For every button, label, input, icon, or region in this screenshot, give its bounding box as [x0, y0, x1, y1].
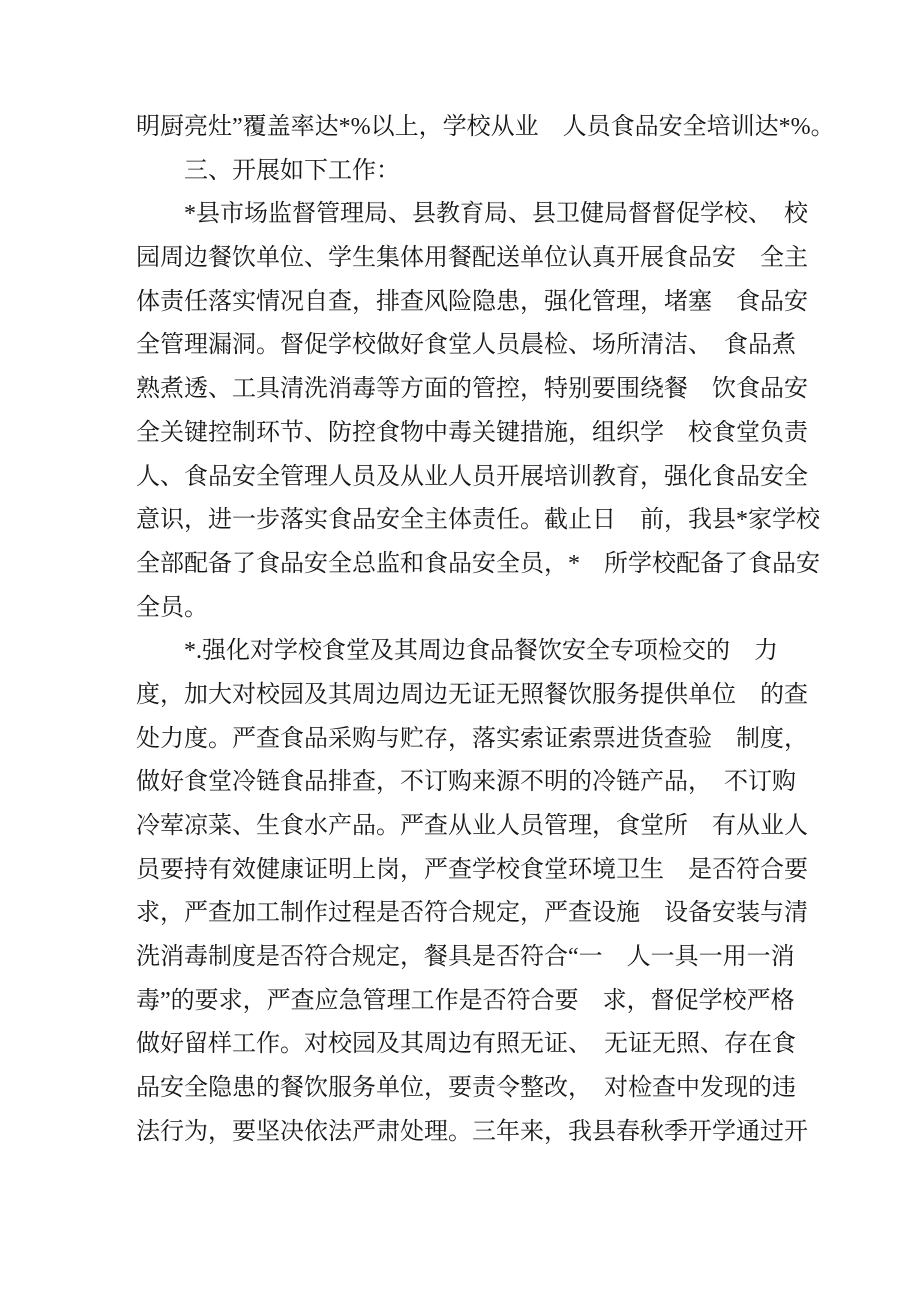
text-line: 度，加大对校园及其周边周边无证无照餐饮服务提供单位 的查	[136, 681, 808, 708]
text-line: 体责任落实情况自查，排查风险隐患，强化管理，堵塞 食品安	[136, 288, 808, 315]
text-line: 处力度。严查食品采购与贮存，落实索证索票进货查验 制度，	[136, 725, 808, 752]
text-line: 求，严查加工制作过程是否符合规定，严查设施 设备安装与清	[136, 900, 808, 927]
text-line: 人、食品安全管理人员及从业人员开展培训教育，强化食品安全	[136, 463, 808, 490]
text-line: 全部配备了食品安全总监和食品安全员，* 所学校配备了食品安	[136, 550, 820, 577]
text-line: 明厨亮灶”覆盖率达*%以上，学校从业 人员食品安全培训达*%。	[136, 114, 835, 140]
text-line: *县市场监督管理局、县教育局、县卫健局督督促学校、 校	[136, 201, 808, 228]
document-body	[136, 106, 876, 1155]
text-line-paragraph-start: *.强化对学校食堂及其周边食品餐饮安全专项检交的 力	[136, 638, 778, 665]
text-line: 法行为，要坚决依法严肃处理。三年来，我县春秋季开学通过开	[136, 1118, 808, 1145]
text-line: 员要持有效健康证明上岗，严查学校食堂环境卫生 是否符合要	[136, 856, 808, 883]
text-line: 全管理漏洞。督促学校做好食堂人员晨检、场所清洁、 食品煮	[136, 332, 796, 359]
text-line: 全员。	[136, 594, 208, 621]
text-line: 园周边餐饮单位、学生集体用餐配送单位认真开展食品安 全主	[136, 245, 808, 272]
text-line: 洗消毒制度是否符合规定，餐具是否符合“一 人一具一用一消	[136, 944, 795, 971]
text-line: 品安全隐患的餐饮服务单位，要责令整改， 对检查中发现的违	[136, 1075, 796, 1102]
text-line: 做好留样工作。对校园及其周边有照无证、 无证无照、存在食	[136, 1031, 796, 1058]
text-line: 冷荤凉菜、生食水产品。严查从业人员管理，食堂所 有从业人	[136, 813, 808, 839]
text-line: 做好食堂冷链食品排查，不订购来源不明的冷链产品， 不订购	[136, 769, 796, 796]
text-line-section-heading: 三、开展如下工作：	[136, 157, 400, 184]
text-line: 毒”的要求，严查应急管理工作是否符合要 求，督促学校严格	[136, 987, 795, 1014]
text-line: 熟煮透、工具清洗消毒等方面的管控，特别要围绕餐 饮食品安	[136, 376, 808, 403]
text-line: 全关键控制环节、防控食物中毒关键措施，组织学 校食堂负责	[136, 419, 808, 446]
text-line: 意识，进一步落实食品安全主体责任。截止日 前，我县*家学校	[136, 507, 820, 534]
